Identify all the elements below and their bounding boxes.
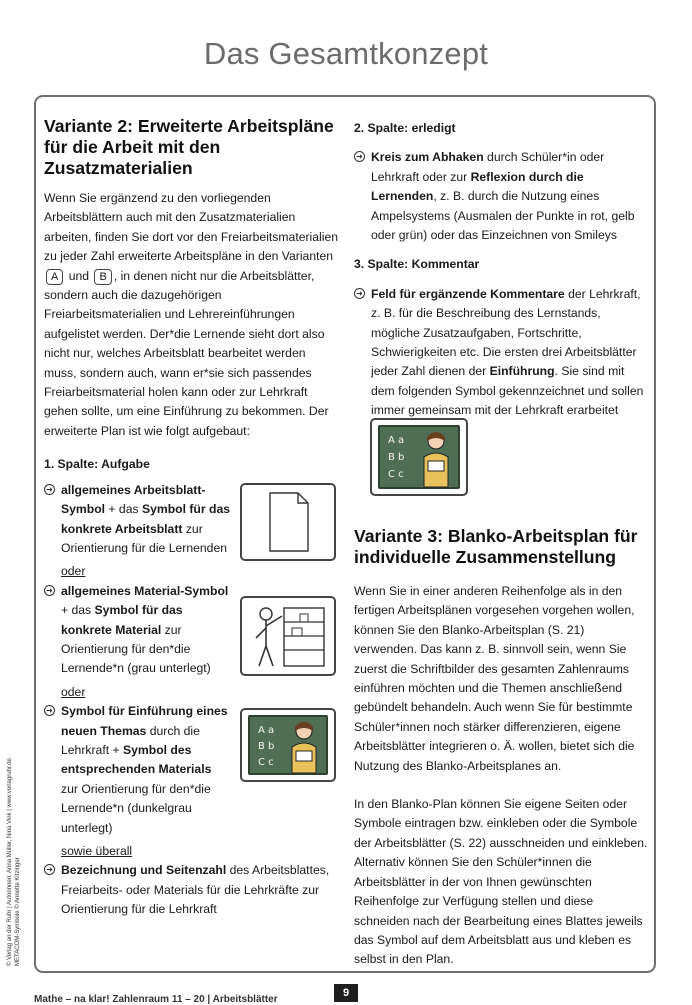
oder-2: oder — [61, 684, 86, 699]
b4-rest: des Arbeitsblattes, Freiarbeits- oder Materials für die Lehrkräfte zur Orientierung für die Lehrkraft — [61, 863, 330, 917]
intro-text-2: , in denen nicht nur die Arbeitsblätter, sondern auch die dazugehörigen Freiarbeitsmaterialien und Lehrereinführungen aufgelistet werden. Der*die Lernende sieht dort also nicht nur, welches Arbeitsblatt bearbeitet werden muss, sondern auch, wann er*sie sich passendes Freiarbeitsmaterial holen kann oder zur Lehrkraft gehen sollte, um eine Einführung zu bekommen. Der erweiterte Plan ist wie folgt aufgebaut: — [44, 268, 329, 438]
chalkboard-icon-box-right — [370, 418, 468, 496]
variant-a-key: A — [46, 269, 63, 285]
footer-text: Mathe – na klar! Zahlenraum 11 – 20 | Arbeitsblätter — [34, 994, 278, 1005]
b2-bold2: Symbol für das konkrete Material — [61, 603, 183, 637]
b1-rest: zur Orientierung für die Lernenden — [61, 521, 227, 555]
c2-mid: durch Schüler*in oder Lehrkraft oder zur — [371, 150, 605, 184]
circle-arrow-icon: ➜ — [44, 705, 55, 716]
chalk-line-2: B b — [388, 452, 405, 463]
document-icon — [242, 485, 334, 559]
bullet-introduction — [44, 702, 230, 838]
b1-bold2: Symbol für das konkrete Arbeitsblatt — [61, 502, 231, 536]
circle-arrow-icon: ➜ — [44, 864, 55, 875]
intro-text-1: Wenn Sie ergänzend zu den vorliegenden Arbeitsblättern auch mit den Zusatzmaterialien arbeiten, finden Sie dort vor den Freiarbeitsmaterialien zu jeder Zahl erweiterte Arbeitspläne in den Varianten — [44, 191, 339, 264]
circle-arrow-icon: ➜ — [44, 585, 55, 596]
copyright-line-1: © Verlag an der Ruhr | Autorinnen: Anna Müller, Nina Vink | www.verlagruhr.de — [7, 758, 13, 966]
teacher-icon — [286, 717, 326, 775]
variante3-paragraph-1: Wenn Sie in einer anderen Reihenfolge als in den fertigen Arbeitsplänen vorgesehen vorgehen wollen, können Sie den Blanko-Arbeitsplan (S. 21) verwenden. Das kann z. B. sinnvoll sein, wenn Sie zuerst die Schriftbilder des gesamten Zahlenraums einführen möchten und die Themen anschließend gebündelt behandeln. Auch wenn Sie für bestimmte Schüler*innen noch stärker differenzieren, eigene Arbeitsblätter integrieren o. Ä. wollen, bietet sich die Nutzung des Blanko-Arbeitsplanes an. — [354, 584, 635, 773]
variante2-heading: Variante 2: Erweiterte Arbeitspläne für die Arbeit mit den Zusatzmaterialien — [44, 116, 334, 178]
chalk-line-1: A a — [258, 725, 275, 736]
variante3-section — [354, 526, 648, 970]
circle-arrow-icon: ➜ — [44, 484, 55, 495]
bullet-material — [44, 582, 230, 679]
teacher-icon — [418, 427, 458, 489]
c2-bold2: Reflexion durch die Lernenden — [371, 169, 584, 204]
bullet-check-circle — [354, 148, 648, 245]
b3-rest: zur Orientierung für den*die Lernende*n (dunkelgrau unterlegt) — [61, 781, 211, 835]
c3-rest: . Sie sind mit dem folgenden Symbol gekennzeichnet und sollen immer gemeinsam mit der Lehrkraft erarbeitet — [371, 364, 644, 418]
intro-paragraph — [44, 189, 340, 441]
c3-mid: der Lehrkraft, z. B. für die Beschreibung des Lernstands, mögliche Zusatzaufgaben, Fortschritte, Schwierigkeiten etc. Die ersten drei Arbeitsblätter jeder Zahl dienen der — [371, 286, 641, 379]
col1-heading: 1. Spalte: Aufgabe — [44, 457, 150, 472]
circle-arrow-icon: ➜ — [354, 288, 365, 299]
col3-heading: 3. Spalte: Kommentar — [354, 257, 480, 272]
chalkboard-icon-box-left — [240, 708, 336, 782]
c2-bold: Kreis zum Abhaken — [371, 150, 484, 165]
material-icon — [242, 598, 334, 674]
c2-rest: , z. B. durch die Nutzung eines Ampelsystems (Ausmalen der Punkte in rot, gelb oder grün) oder das Einzeichnen von Smileys — [371, 189, 635, 243]
b2-rest: zur Orientierung für den*die Lernende*n (grau unterlegt) — [61, 622, 211, 676]
b3-bold2: Symbol des entsprechenden Materials — [61, 742, 212, 777]
copyright-note — [6, 758, 22, 986]
chalk-line-3: C c — [258, 757, 274, 768]
chalkboard-teacher-icon — [378, 425, 460, 489]
b3-bold: Symbol für Einführung eines neuen Themas — [61, 704, 228, 738]
chalkboard-teacher-icon — [248, 715, 328, 775]
b2-mid: + das — [61, 603, 95, 618]
material-icon-box — [240, 596, 336, 676]
b3-mid: durch die Lehrkraft + — [61, 723, 200, 757]
document-icon-box — [240, 483, 336, 561]
c3-bold2: Einführung — [489, 364, 555, 379]
page-title: Das Gesamtkonzept — [203, 36, 489, 71]
page-number: 9 — [334, 984, 358, 1002]
bullet-label — [44, 861, 340, 919]
right-column — [354, 119, 648, 440]
col2-heading: 2. Spalte: erledigt — [354, 121, 456, 135]
b4-bold: Bezeichnung und Seitenzahl — [61, 863, 227, 878]
b2-bold: allgemeines Material-Symbol — [61, 583, 229, 598]
variante3-paragraph-2: In den Blanko-Plan können Sie eigene Seiten oder Symbole eintragen bzw. einkleben oder die Symbole der Arbeitsblätter (S. 22) ausschneiden und einkleben. Alternativ können Sie den Schüler*innen die Arbeitsblätter in der von Ihnen gewünschten Reihenfolge zur Verfügung stellen und diese schneiden nach der Bearbeitung eines Blattes jeweils das Symbol auf dem Arbeitsblatt aus und kleben es selbst in den Plan. — [354, 797, 648, 967]
bullet-comment-field — [354, 285, 648, 440]
c3-bold: Feld für ergänzende Kommentare — [371, 286, 565, 301]
chalk-line-3: C c — [388, 469, 404, 480]
chalk-line-2: B b — [258, 741, 275, 752]
b1-mid: + das — [105, 502, 142, 517]
circle-arrow-icon: ➜ — [354, 151, 365, 162]
variante3-heading: Variante 3: Blanko-Arbeitsplan für individuelle Zusammenstellung — [354, 526, 638, 567]
sowie-ueberall: sowie überall — [61, 844, 133, 858]
copyright-line-2: METACOM-Symbole © Annette Kitzinger — [15, 857, 21, 966]
bullet-worksheet — [44, 481, 230, 559]
variant-b-key: B — [94, 269, 111, 285]
oder-1: oder — [61, 564, 86, 579]
b1-bold: allgemeines Arbeitsblatt-Symbol — [61, 482, 206, 517]
chalk-line-1: A a — [388, 435, 405, 446]
und-text: und — [68, 268, 90, 283]
